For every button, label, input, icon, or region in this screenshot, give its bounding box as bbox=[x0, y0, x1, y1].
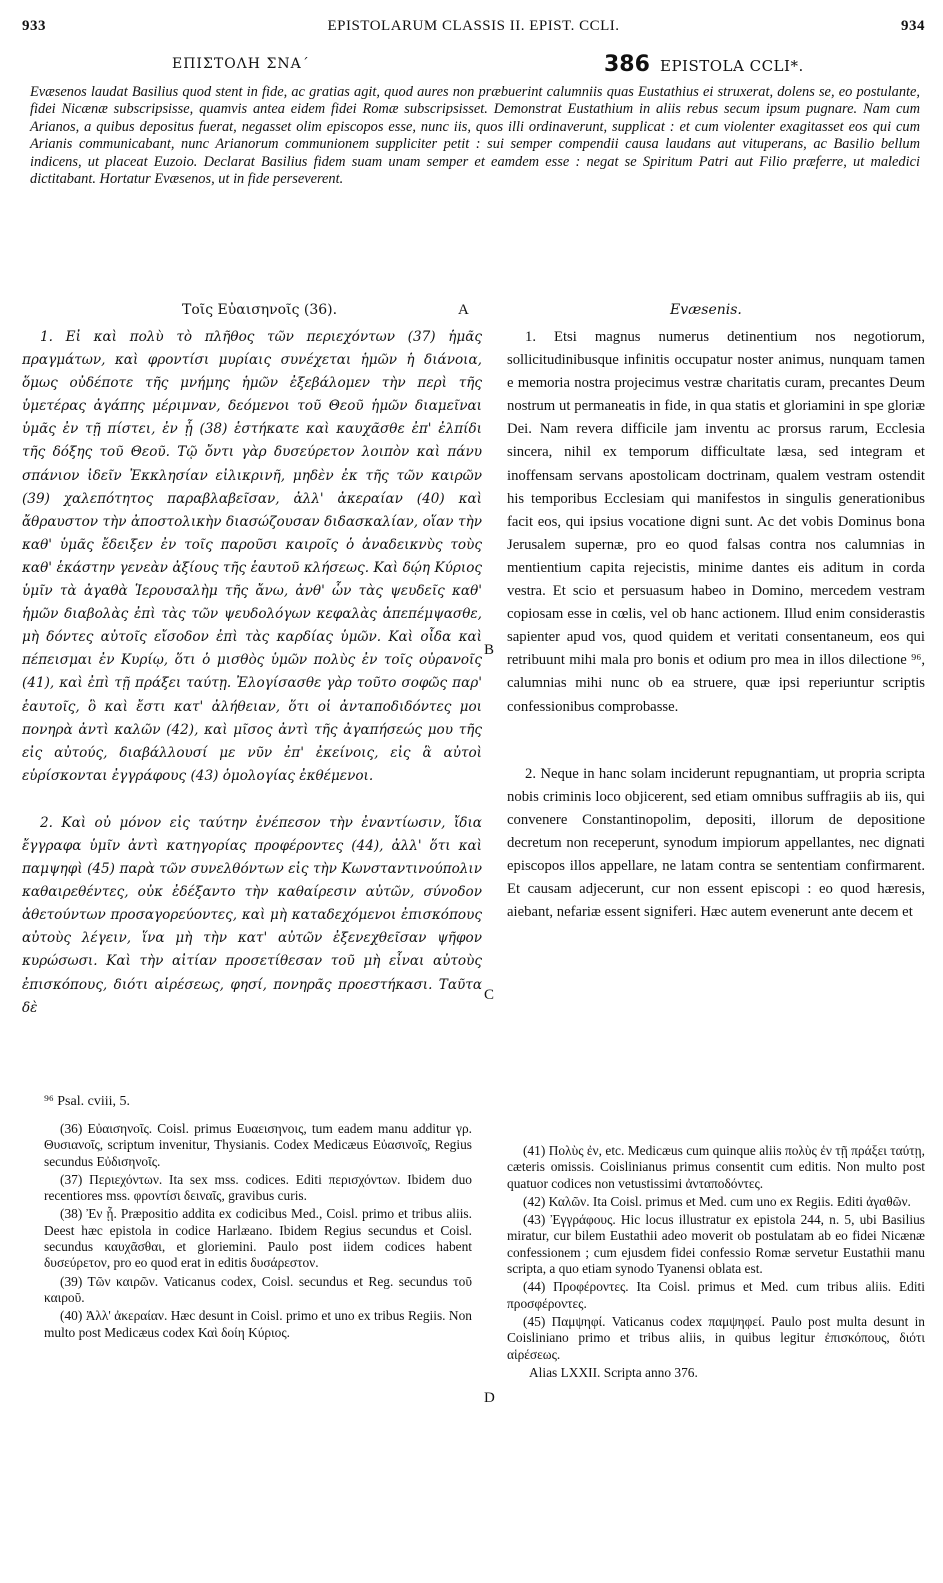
epistle-argument: Evæsenos laudat Basilius quod stent in fide, ac gratias agit, quod aures non præbuerint calumniis quas Eustathius ei struxerat, dolens se, eo postulante, fidei Nicænæ subscripsisse, quamvis antea eidem fidei Romæ subscripsisset. Demonstrat Eustathium in aliis rebus secum ipsum pugnare. Nam cum Arianos, a quibus depositus fuerat, negasset olim episcopos esse, nunc iis, quos illi ordinaverunt, supplicat : et cum violenter exagitasset eos qui cum Arianis communicabant, nunc Arianorum communionem suppliciter petit : sui semper compendii causa laudans aut vituperans, ac Basilio bellum indicens, ut placeat Euzoio. Declarat Basilius fidem suam unam semper et eamdem esse : negat se Spiritum Patri aut Filio præferre, ut maledici dictitabant. Hortatur Evæsenos, ut in fide perseverent. bbox=[30, 84, 920, 188]
latin-text-column bbox=[507, 326, 925, 924]
footnotes-right bbox=[507, 1143, 925, 1383]
greek-epistle-title: ΕΠΙΣΤΟΛΗ ΣΝΑ΄ bbox=[172, 56, 310, 72]
margin-letter-a: A bbox=[458, 302, 469, 318]
running-head bbox=[22, 12, 925, 38]
footnote-45: (45) Παμψηφί. Vaticanus codex παμψηφεί. Paulo post multa desunt in Coisliniano primo et tribus aliis, in quibus legitur ἐπισκόπους, διότι αἱρέσεως. bbox=[507, 1313, 925, 1362]
greek-paragraph-2: 2. Καὶ οὐ μόνον εἰς ταύτην ἐνέπεσον τὴν ἐναντίωσιν, ἴδια ἔγγραφα ὑμῖν ἀντὶ κατηγορίας προφέροντες (44), ἀλλ' ὅτι καὶ παμψηφὶ (45) παρὰ τῶν συνελθόντων εἰς τὴν Κωνσταντινούπολιν καθαιρεθέντες, οὐκ ἐδέξαντο τὴν καθαίρεσιν αὐτῶν, σύνοδον ἀθετούντων προσαγορεύοντες, καὶ μὴ καταδεχόμενοι ἐπισκόπους αὐτοὺς λέγειν, ἵνα μὴ τὴν κατ' αὐτῶν ἐξενεχθεῖσαν ψῆφον κυρώσωσι. Καὶ τὴν αἰτίαν προσετίθεσαν τοῦ μὴ εἶναι αὐτοὺς ἐπισκόπους, διότι αἱρέσεως, φησί, πονηρᾶς προεστήκασι. Ταῦτα δὲ bbox=[22, 814, 482, 1016]
greek-paragraph-1: 1. Εἰ καὶ πολὺ τὸ πλῆθος τῶν περιεχόντων (37) ἡμᾶς πραγμάτων, καὶ φροντίσι μυρίαις συνέχεται ἡμῶν ἡ διάνοια, ὅμως οὐδέποτε τῆς μνήμης ἡμῶν ἐξεβάλομεν τὴν περὶ τῆς ὑμετέρας ἀγάπης μέριμναν, δεόμενοι τοῦ Θεοῦ ἡμῶν διαμεῖναι ὑμᾶς ἐν τῇ πίστει, ἐν ᾗ (38) ἑστήκατε καὶ καυχᾶσθε ἐπ' ἐλπίδι τῆς δόξης τοῦ Θεοῦ. Τῷ ὄντι γὰρ δυσεύρετον λοιπὸν καὶ πάνυ σπάνιον ἰδεῖν Ἐκκλησίαν εἰλικρινῆ, μηδὲν ἐκ τῆς τῶν καιρῶν (39) χαλεπότητος παραβλαβεῖσαν, ἀλλ' ἀκεραίαν (40) καὶ ἄθραυστον τὴν ἀποστολικὴν διασώζουσαν διδασκαλίαν, οἵαν τὴν καθ' ὑμᾶς ἔδειξεν ἐν τοῖς παροῦσι καιροῖς ὁ ἀναδεικνὺς τοὺς καθ' ἑκάστην γενεὰν ἀξίους τῆς ἑαυτοῦ κλήσεως. Καὶ δῴη Κύριος ὑμῖν τὰ ἀγαθὰ Ἱερουσαλὴμ τῆς ἄνω, ἀνθ' ὧν τὰς ψευδεῖς καθ' ἡμῶν διαβολὰς ἐπὶ τὰς τῶν ψευδολόγων κεφαλὰς ἀπεπέμψασθε, μὴ δόντες αὐτοῖς εἴσοδον ἐπὶ τὰς καρδίας ὑμῶν. Καὶ οἶδα καὶ πέπεισμαι ἐν Κυρίῳ, ὅτι ὁ μισθὸς ὑμῶν πολὺς ἐν τοῖς οὐρανοῖς (41), καὶ ἐπὶ τῇ πράξει ταύτῃ. Ἐλογίσασθε γὰρ τοῦτο σοφῶς παρ' ἑαυτοῖς, ὃ καὶ ἔστι κατ' ἀλήθειαν, ὅτι οἱ ἀνταποδιδόντες μοι πονηρὰ ἀντὶ καλῶν (42), καὶ μῖσος ἀντὶ τῆς ἀγαπήσεώς μου τῆς εἰς αὐτούς, διαβάλλουσί με νῦν ἐπ' ἐκείνοις, εἰς ἃ αὐτοὶ εὑρίσκονται ἐγγράφους (43) ὁμολογίας ἐκθέμενοι. bbox=[22, 329, 482, 784]
footnotes-left bbox=[44, 1121, 472, 1343]
right-page-number: 934 bbox=[901, 18, 925, 34]
footnote-41: (41) Πολὺς ἐν, etc. Medicæus cum quinque aliis πολὺς ἐν τῇ πράξει ταύτῃ, cæteris omissis. Coislinianus primus consentit cum editis. Non multo post quatuor codices non vetustissimi ἀνταποδόντες. bbox=[507, 1143, 925, 1191]
scripture-reference-note: ⁹⁶ Psal. cviii, 5. bbox=[44, 1094, 130, 1109]
footnote-39: (39) Τῶν καιρῶν. Vaticanus codex, Coisl. secundus et Reg. secundus τοῦ καιροῦ. bbox=[44, 1273, 472, 1305]
footnote-43: (43) Ἐγγράφους. Hic locus illustratur ex epistola 244, n. 5, ubi Basilius miratur, cur bilem Eustathii adeo moverit ob postulatam ab eo fidei Nicænæ confessionem ; cum ejusdem fidei confessio Romæ servetur Eustathii manu scripta, a quo etiam synodo Tyanensi oblata est. bbox=[507, 1212, 925, 1277]
latin-paragraph-1: 1. Etsi magnus numerus detinentium nos negotiorum, sollicitudinibusque infinitis occupatur noster animus, nunquam tamen e memoria nostra projecimus vestræ charitatis curam, precantes Deum nostrum ut permaneatis in fide, in qua statis et gloriamini in spe gloriæ Dei. Nam revera difficile jam inventu ac prorsus rarum, Ecclesia sincera, nihil ex temporum difficultate læsa, sed integram et inoffensam servans apostolicam doctrinam, qualem vestram ostendit his temporibus Ecclesiam qui manifestos in singulis generationibus facit eos, qui ipsius vocatione digni sunt. Ac det vobis Dominus bona Jerusalem supernæ, pro eo quod falsas contra nos calumnias in mentientium capita rejecistis, minime dantes eis aditum in corda vestra. Et scio et persuasum habeo in Domino, mercedem vestram copiosam esse in cœlis, vel ob hanc actionem. Illud enim considerastis sapienter apud vos, quod quidem et veritati consentaneum, eos qui retribuunt mihi mala pro bonis et odium pro mea in illos dilectione ⁹⁶, calumnias mihi nunc ob ea struere, quæ ipsi reperiuntur scriptis confessionibus comprobasse. bbox=[507, 329, 925, 715]
greek-text-column bbox=[22, 326, 482, 1020]
footnote-42: (42) Καλῶν. Ita Coisl. primus et Med. cum uno ex Regiis. Editi ἀγαθῶν. bbox=[523, 1193, 911, 1209]
document-page bbox=[22, 12, 925, 1572]
latin-paragraph-2: 2. Neque in hanc solam inciderunt repugnantiam, ut propria scripta nobis criminis loco objicerent, sed etiam omnibus suffragiis ab iis, qui convenere Constantinopolim, depositi, illorum de depositione decretum non receperunt, synodum impiorum appellantes, nec dignati episcopos illos appellare, ne latam contra se sententiam confirmarent. Et causam adjecerunt, cur non essent episcopi : eo quod hæresis, aiebant, nefariæ essent signiferi. Hæc autem evenerunt ante decem et bbox=[507, 765, 925, 921]
footnote-38: (38) Ἐν ᾗ. Præpositio addita ex codicibus Med., Coisl. primo et tribus aliis. Deest hæc epistola in codice Harlæano. Ibidem Regius secundus et Coisl. secundus καυχᾶσθαι, et gloriemini. Paulo post iidem codices habent δυσεύρετον, pro eo quod erat in editis δυσάρεστον. bbox=[44, 1206, 472, 1271]
footnote-37: (37) Περιεχόντων. Ita sex mss. codices. Editi περισχόντων. Ibidem duo recentiores mss. φροντίσι δειναῖς, gravibus curis. bbox=[44, 1171, 472, 1204]
greek-column-heading: Τοῖς Εὐαισηνοῖς (36). bbox=[182, 302, 338, 318]
epistle-title-line bbox=[22, 52, 925, 80]
footnote-40: (40) Ἀλλ' ἀκεραίαν. Hæc desunt in Coisl. primo et uno ex tribus Regiis. Non multo post Medicæus codex Καὶ δοίη Κύριος. bbox=[44, 1308, 472, 1340]
margin-letter-d: D bbox=[484, 1390, 495, 1406]
footnote-44: (44) Προφέροντες. Ita Coisl. primus et Med. cum tribus aliis. Editi προσφέροντες. bbox=[507, 1279, 925, 1311]
margin-letter-b: B bbox=[484, 642, 495, 658]
latin-column-heading: Evæsenis. bbox=[670, 302, 742, 318]
epistle-number: 386 bbox=[604, 52, 650, 77]
left-page-number: 933 bbox=[22, 18, 46, 34]
running-title: EPISTOLARUM CLASSIS II. EPIST. CCLI. bbox=[327, 18, 620, 34]
date-line: Alias LXXII. Scripta anno 376. bbox=[529, 1364, 698, 1380]
latin-epistle-title: EPISTOLA CCLI*. bbox=[660, 57, 804, 75]
footnote-36: (36) Εὐαισηνοῖς. Coisl. primus Ευαεισηνοις, tum eadem manu additur γρ. Θυσιανοῖς, scriptum invenitur, Thysianis. Codex Medicæus Εὐασινοῖς, Regius secundus Εὐδισηνοῖς. bbox=[44, 1121, 472, 1169]
margin-letter-c: C bbox=[484, 987, 495, 1003]
